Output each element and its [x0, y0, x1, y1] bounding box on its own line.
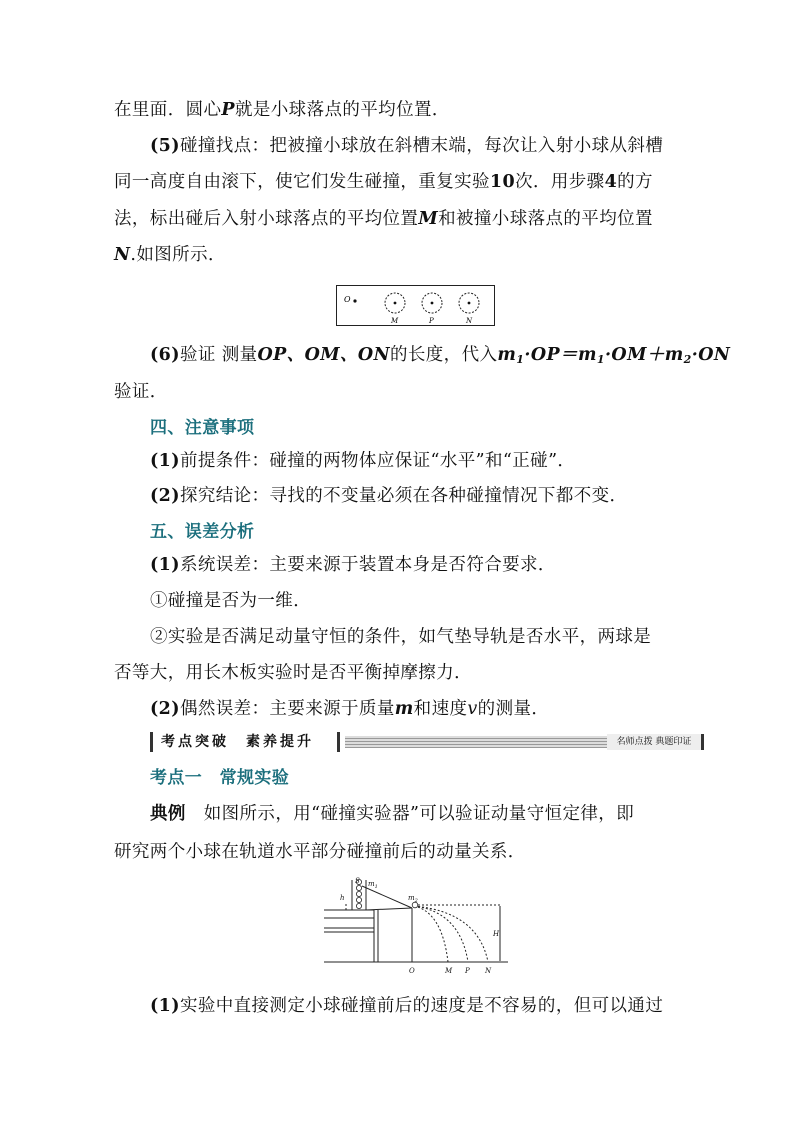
text: 次．用步骤: [515, 172, 605, 192]
sub: 1: [596, 353, 605, 366]
ball-stack: [356, 903, 361, 908]
step-6-line-2: [114, 380, 684, 404]
collision-apparatus-figure: [322, 876, 510, 980]
banner-right-label: 名师点拨 典题印证: [607, 734, 704, 750]
example-line-2: 研究两个小球在轨道水平部分碰撞前后的动量关系．: [114, 842, 526, 862]
text: 前提条件：碰撞的两物体应保证“水平”和“正碰”．: [179, 451, 576, 471]
banner-title: 考点突破 素养提升: [150, 732, 340, 752]
point-P: [431, 302, 434, 305]
text: 在里面．圆心: [114, 100, 222, 120]
text: 系统误差：主要来源于装置本身是否符合要求．: [179, 555, 556, 575]
step-6-line-1: [150, 343, 731, 372]
number: 10: [489, 172, 516, 192]
var-v: v: [467, 699, 478, 719]
text: 和被撞小球落点的平均位置: [438, 209, 653, 229]
point-M: [394, 302, 397, 305]
error-1b-line-2: 否等大，用长木板实验时是否平衡掉摩擦力．: [114, 663, 472, 683]
label: (2): [150, 486, 180, 506]
error-1a: ①碰撞是否为一维．: [150, 591, 312, 611]
ball-stack: [356, 891, 361, 896]
part: ·OP＝m: [524, 345, 597, 365]
example-label: 典例: [150, 804, 186, 824]
paragraph-line: [114, 98, 684, 122]
note-2: [150, 484, 720, 508]
label: (2): [150, 699, 180, 719]
text: 和速度: [413, 699, 468, 719]
var-P: P: [221, 100, 235, 120]
number: 4: [604, 172, 618, 192]
var-m: m: [394, 699, 414, 719]
chute-ramp: [362, 886, 412, 908]
text: 探究结论：寻找的不变量必须在各种碰撞情况下都不变．: [179, 486, 628, 506]
note-1: [150, 449, 720, 473]
step-label: (5): [150, 136, 180, 156]
text: .如图所示．: [130, 245, 226, 265]
formula: [497, 345, 730, 365]
label-P: P: [429, 317, 434, 325]
step-5-line-3: [114, 207, 684, 231]
error-2: [150, 697, 720, 721]
label: (1): [150, 451, 180, 471]
label-O: O: [409, 967, 415, 975]
label-N: N: [466, 317, 473, 325]
vars: OP、OM、ON: [257, 345, 390, 365]
example-line-1: [150, 802, 720, 826]
label-P: P: [465, 967, 470, 975]
trajectory-P: [414, 906, 468, 962]
step-5-line-2: [114, 170, 684, 194]
label-M: M: [445, 967, 453, 975]
ball-stack: [356, 897, 361, 902]
topic-title: 考点一 常规实验: [150, 768, 290, 788]
question-1: [150, 994, 720, 1018]
text: 验证 测量: [179, 345, 258, 365]
point-O: [353, 299, 356, 302]
text: 偶然误差：主要来源于质量: [179, 699, 395, 719]
label-h: h: [340, 894, 345, 902]
point-N: [468, 302, 471, 305]
text: 碰撞找点：把被撞小球放在斜槽末端，每次让入射小球从斜槽: [179, 136, 664, 156]
label-m1: $m_1$: [368, 880, 378, 890]
trajectory-M: [414, 906, 448, 962]
sub: 2: [683, 353, 692, 366]
var-N: N: [114, 245, 131, 265]
section-banner: [150, 732, 704, 752]
step-5-line-1: [150, 134, 720, 158]
label-m2: $m_2$: [408, 894, 418, 904]
label-O: O: [344, 295, 351, 304]
part: ·ON: [691, 345, 731, 365]
step-label: (6): [150, 345, 180, 365]
var-M: M: [418, 209, 439, 229]
section-heading-5: 五、误差分析: [150, 522, 255, 542]
part: ·OM＋m: [604, 345, 684, 365]
text: 如图所示，用“碰撞实验器”可以验证动量守恒定律，即: [203, 804, 635, 824]
m: m: [497, 345, 517, 365]
sub: 1: [516, 353, 525, 366]
error-1b-line-1: ②实验是否满足动量守恒的条件，如气垫导轨是否水平，两球是: [150, 627, 652, 647]
text: 的方: [617, 172, 653, 192]
error-1: [150, 553, 720, 577]
label: (1): [150, 555, 180, 575]
text: 法，标出碰后入射小球落点的平均位置: [114, 209, 419, 229]
landing-points-figure: [336, 285, 495, 326]
text: 就是小球落点的平均位置．: [234, 100, 450, 120]
text: 同一高度自由滚下，使它们发生碰撞，重复实验: [114, 172, 490, 192]
step-5-line-4: [114, 243, 684, 267]
chute-ramp: [366, 908, 412, 910]
label-H: H: [493, 930, 500, 938]
text: 实验中直接测定小球碰撞前后的速度是不容易的，但可以通过: [179, 996, 664, 1016]
label: (1): [150, 996, 180, 1016]
banner-stripe: [345, 736, 607, 748]
label-M: M: [391, 317, 399, 325]
text: 的长度，代入: [389, 345, 498, 365]
trajectory-N: [414, 906, 488, 962]
text: 验证．: [114, 382, 168, 402]
label-S: S: [355, 877, 360, 885]
ball-stack: [356, 885, 361, 890]
section-heading-4: 四、注意事项: [150, 418, 255, 438]
label-N: N: [485, 967, 492, 975]
text: 的测量．: [477, 699, 550, 719]
